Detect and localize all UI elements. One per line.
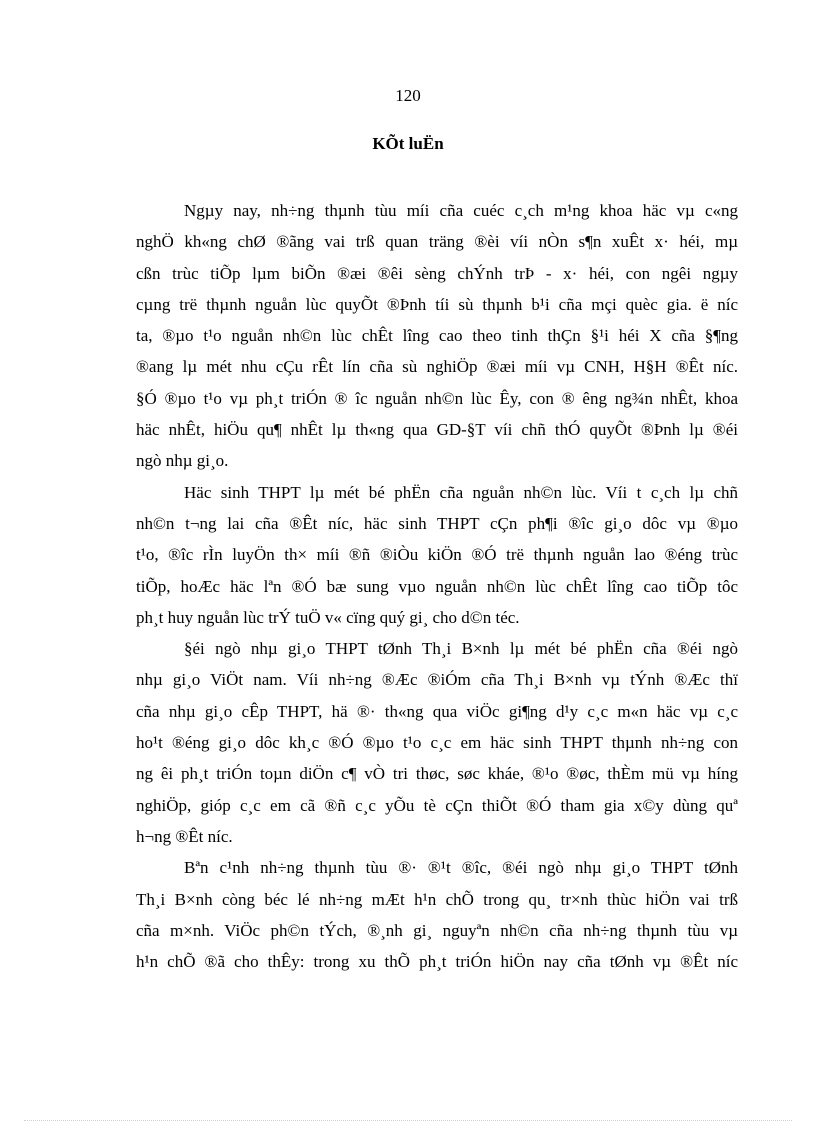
text-line: ph¸t huy nguån lùc trÝ tuÖ v« cïng quý gi¸ cho d©n téc.	[136, 607, 520, 627]
text-line: Häc sinh THPT lµ mét bé phËn cña nguån nh©n lùc. Víi t c¸ch lµ chñ	[184, 482, 738, 502]
text-line: ®ang lµ mét nhu cÇu rÊt lín cña sù nghiÖp ®æi míi vµ CNH, H§H ®Êt níc.	[136, 357, 738, 377]
text-line: nghiÖp, gióp c¸c em cã ®ñ c¸c yÕu tè cÇn thiÕt ®Ó tham gia x©y dùng quª	[136, 795, 738, 815]
text-line: ngò nhµ gi¸o.	[136, 451, 229, 471]
paragraph	[136, 195, 738, 477]
text-line: cña m×nh. ViÖc ph©n tÝch, ®¸nh gi¸ nguyªn nh©n cña nh÷ng thµnh tùu vµ	[136, 920, 738, 940]
text-line: cßn trùc tiÕp lµm biÕn ®æi ®êi sèng chÝnh trÞ - x· héi, con ngêi ngµy	[136, 263, 738, 283]
paragraph	[136, 852, 738, 977]
body-text	[136, 195, 738, 977]
page-bottom-divider	[24, 1120, 792, 1121]
text-line: t¹o, ®îc rÌn luyÖn th× míi ®ñ ®iÒu kiÖn ®Ó trë thµnh nguån lao ®éng trùc	[136, 545, 738, 565]
text-line: nhµ gi¸o ViÖt nam. Víi nh÷ng ®Æc ®iÓm cña Th¸i B×nh vµ tÝnh ®Æc thï	[136, 670, 738, 690]
text-line: §Ó ®µo t¹o vµ ph¸t triÓn ® îc nguån nh©n lùc Êy, con ® êng ng¾n nhÊt, khoa	[136, 388, 738, 408]
text-line: ta, ®µo t¹o nguån nh©n lùc chÊt lîng cao theo tinh thÇn §¹i héi X cña §¶ng	[136, 326, 738, 346]
text-line: ng êi ph¸t triÓn toµn diÖn c¶ vÒ tri thøc, søc kháe, ®¹o ®øc, thÈm mü vµ híng	[136, 764, 738, 784]
section-title: KÕt luËn	[372, 134, 444, 153]
text-line: cña nhµ gi¸o cÊp THPT, hä ®· th«ng qua viÖc gi¶ng d¹y c¸c m«n häc vµ c¸c	[136, 701, 738, 721]
text-line: Bªn c¹nh nh÷ng thµnh tùu ®· ®¹t ®îc, ®éi ngò nhµ gi¸o THPT tØnh	[184, 858, 738, 878]
paragraph	[136, 633, 738, 852]
text-line: nh©n t¬ng lai cña ®Êt níc, häc sinh THPT cÇn ph¶i ®îc gi¸o dôc vµ ®µo	[136, 513, 738, 533]
paragraph	[136, 477, 738, 633]
text-line: ho¹t ®éng gi¸o dôc kh¸c ®Ó ®µo t¹o c¸c em häc sinh THPT thµnh nh÷ng con	[136, 733, 738, 753]
text-line: Th¸i B×nh còng béc lé nh÷ng mÆt h¹n chÕ trong qu¸ tr×nh thùc hiÖn vai trß	[136, 889, 738, 909]
page-number: 120	[395, 86, 421, 105]
text-line: tiÕp, hoÆc häc lªn ®Ó bæ sung vµo nguån nh©n lùc chÊt lîng cao tiÕp tôc	[136, 576, 738, 596]
text-line: cµng trë thµnh nguån lùc quyÕt ®Þnh tíi sù thµnh b¹i cña mçi quèc gia. ë níc	[136, 294, 738, 314]
text-line: h¬ng ®Êt níc.	[136, 826, 233, 846]
text-line: §éi ngò nhµ gi¸o THPT tØnh Th¸i B×nh lµ mét bé phËn cña ®éi ngò	[184, 639, 738, 659]
text-line: häc nhÊt, hiÖu qu¶ nhÊt lµ th«ng qua GD-§T víi chñ thÓ quyÕt ®Þnh lµ ®éi	[136, 420, 738, 440]
text-line: nghÖ kh«ng chØ ®ãng vai trß quan träng ®èi víi nÒn s¶n xuÊt x· héi, mµ	[136, 232, 738, 252]
text-line: Ngµy nay, nh÷ng thµnh tùu míi cña cuéc c¸ch m¹ng khoa häc vµ c«ng	[184, 201, 738, 220]
text-line: h¹n chÕ ®ã cho thÊy: trong xu thÕ ph¸t triÓn hiÖn nay cña tØnh vµ ®Êt níc	[136, 952, 738, 972]
